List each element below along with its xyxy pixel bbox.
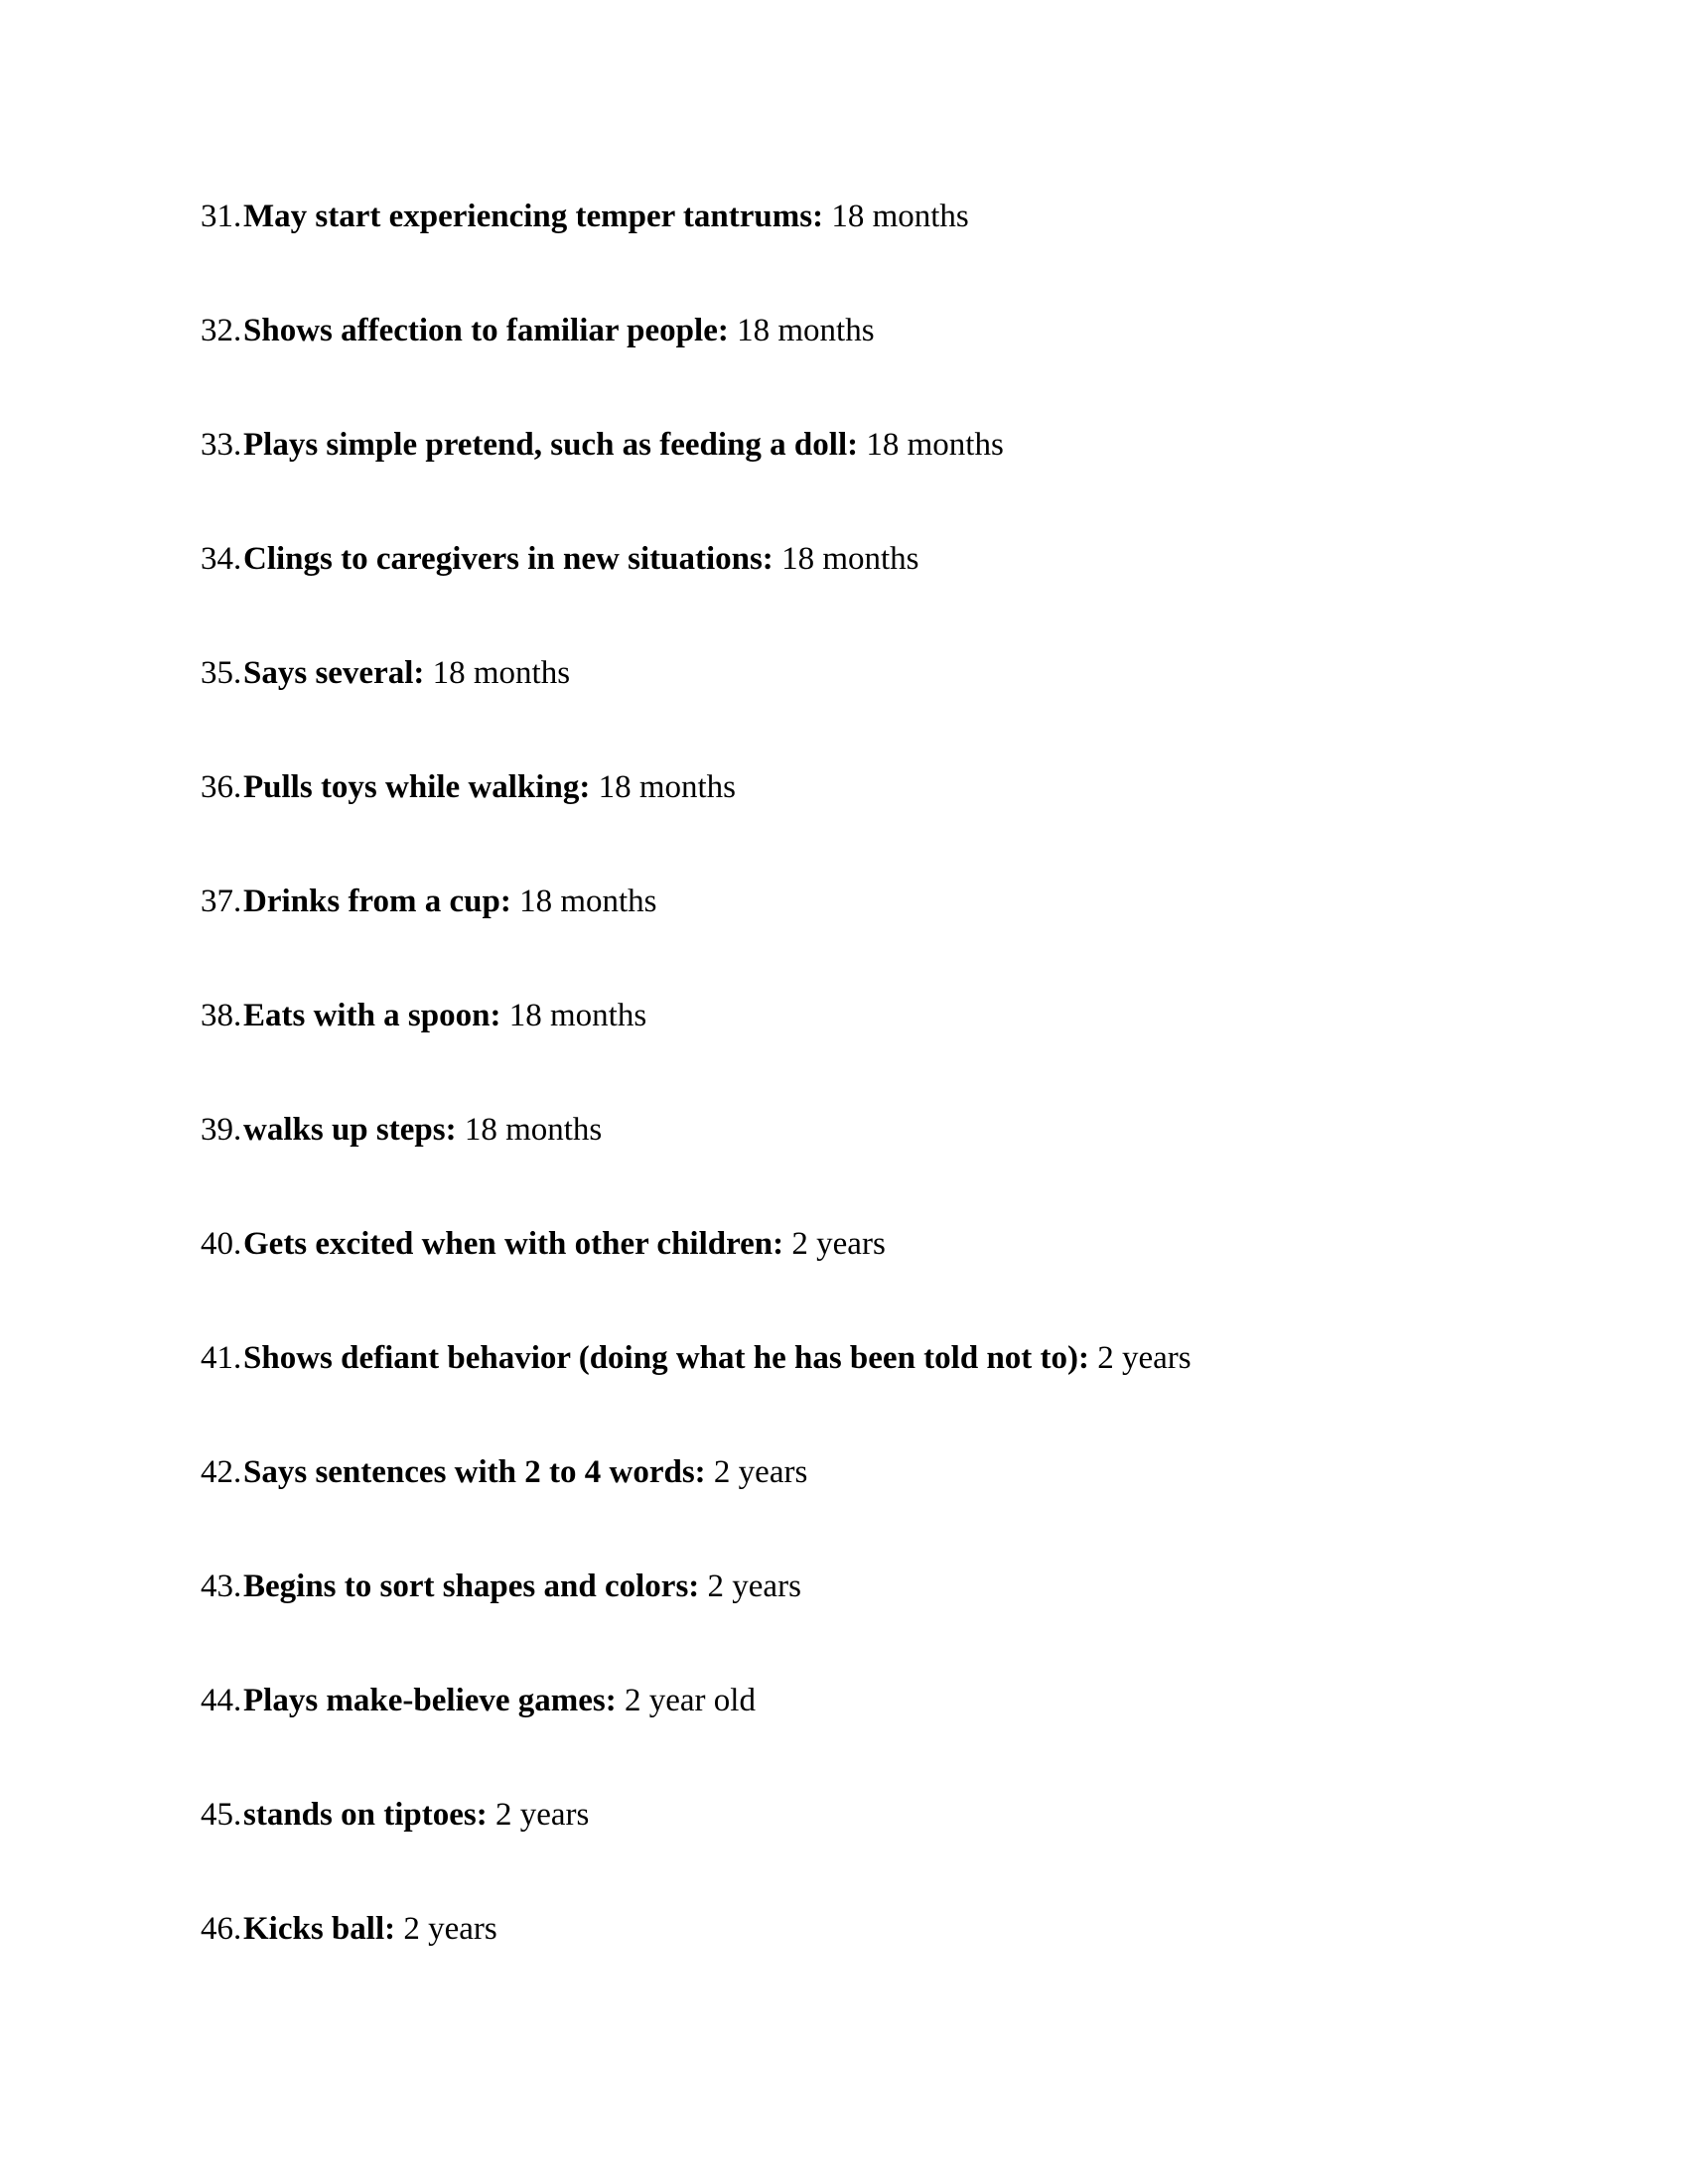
item-number: 42. — [201, 1454, 242, 1490]
item-text — [243, 996, 646, 1035]
item-label: Kicks ball: — [243, 1911, 396, 1947]
item-number: 46. — [201, 1911, 242, 1947]
item-age: 18 months — [737, 313, 875, 348]
item-number: 35. — [201, 655, 242, 691]
item-age: 2 years — [1097, 1340, 1192, 1376]
item-age: 18 months — [508, 998, 647, 1033]
item-text — [243, 1681, 756, 1720]
item-age: 18 months — [432, 655, 571, 691]
item-text — [243, 539, 919, 579]
item-label: Eats with a spoon: — [243, 998, 501, 1033]
item-age: 2 years — [494, 1797, 590, 1833]
item-age: 18 months — [464, 1112, 603, 1148]
item-number: 37. — [201, 884, 242, 919]
item-label: Drinks from a cup: — [243, 884, 511, 919]
item-label: Shows defiant behavior (doing what he has been told not to): — [243, 1340, 1090, 1376]
item-label: walks up steps: — [243, 1112, 457, 1148]
item-label: Plays make-believe games: — [243, 1683, 617, 1718]
item-number: 38. — [201, 998, 242, 1033]
item-text — [243, 1452, 807, 1492]
item-text — [243, 1909, 497, 1949]
item-number: 45. — [201, 1797, 242, 1833]
item-number: 31. — [201, 199, 242, 234]
item-number: 44. — [201, 1683, 242, 1718]
item-text — [243, 1338, 1192, 1378]
item-text — [243, 197, 969, 236]
item-label: Says sentences with 2 to 4 words: — [243, 1454, 706, 1490]
item-label: stands on tiptoes: — [243, 1797, 488, 1833]
item-age: 2 years — [791, 1226, 886, 1262]
item-label: May start experiencing temper tantrums: — [243, 199, 824, 234]
item-age: 2 years — [713, 1454, 808, 1490]
item-label: Says several: — [243, 655, 425, 691]
item-label: Begins to sort shapes and colors: — [243, 1569, 700, 1604]
item-age: 18 months — [519, 884, 657, 919]
item-age: 2 years — [403, 1911, 497, 1947]
item-age: 18 months — [598, 769, 736, 805]
item-number: 36. — [201, 769, 242, 805]
item-label: Pulls toys while walking: — [243, 769, 591, 805]
item-number: 41. — [201, 1340, 242, 1376]
item-number: 40. — [201, 1226, 242, 1262]
item-label: Shows affection to familiar people: — [243, 313, 729, 348]
item-label: Plays simple pretend, such as feeding a doll: — [243, 427, 859, 463]
item-age: 18 months — [831, 199, 969, 234]
item-number: 33. — [201, 427, 242, 463]
item-text — [243, 1110, 602, 1150]
item-number: 32. — [201, 313, 242, 348]
item-label: Gets excited when with other children: — [243, 1226, 784, 1262]
item-text — [243, 1795, 589, 1835]
item-text — [243, 425, 1004, 465]
item-text — [243, 1567, 801, 1606]
item-age: 2 year old — [625, 1683, 756, 1718]
item-label: Clings to caregivers in new situations: — [243, 541, 774, 577]
item-number: 34. — [201, 541, 242, 577]
item-text — [243, 1224, 886, 1264]
item-number: 43. — [201, 1569, 242, 1604]
item-age: 18 months — [781, 541, 919, 577]
item-number: 39. — [201, 1112, 242, 1148]
item-text — [243, 653, 570, 693]
item-text — [243, 882, 657, 921]
item-text — [243, 311, 875, 350]
item-text — [243, 767, 736, 807]
item-age: 18 months — [866, 427, 1004, 463]
item-age: 2 years — [707, 1569, 801, 1604]
